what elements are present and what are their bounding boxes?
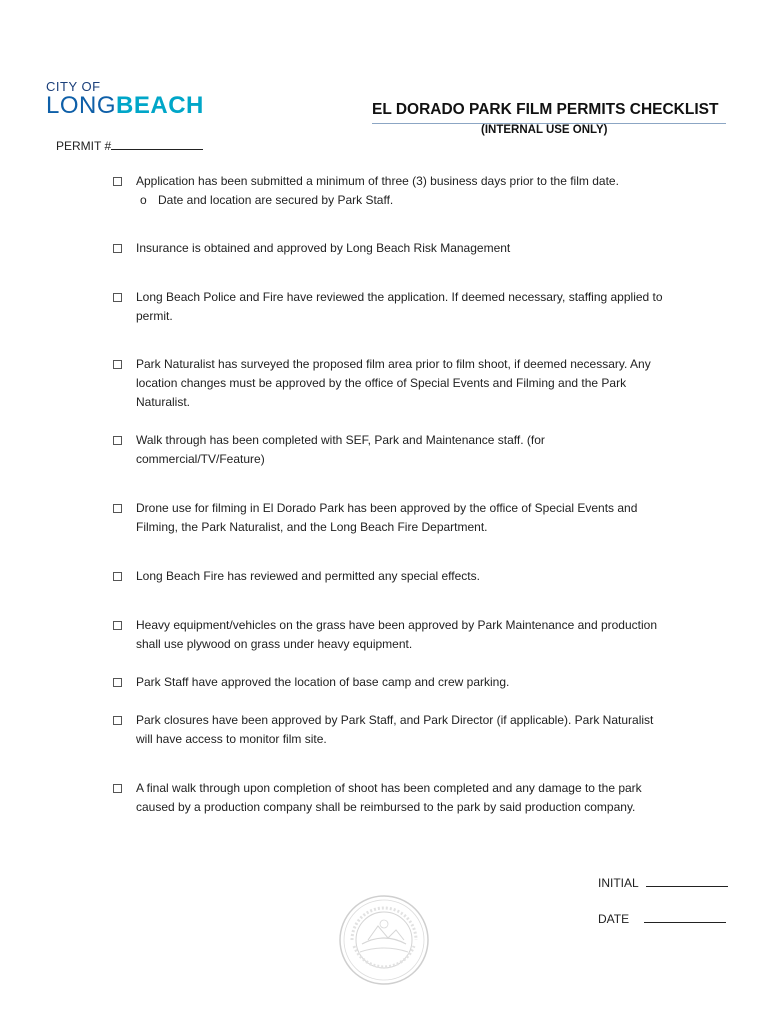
document-subtitle: (INTERNAL USE ONLY)	[481, 124, 608, 136]
date-line[interactable]	[644, 910, 726, 923]
checklist-item-text: Park Naturalist has surveyed the proposed film area prior to film shoot, if deemed necessary. Any location changes must be approved by the office of Special Events and Filming and the Park Naturalist.	[136, 357, 651, 409]
checklist-item	[113, 779, 673, 817]
checkbox[interactable]	[113, 244, 122, 253]
checklist-item	[113, 355, 673, 412]
checkbox[interactable]	[113, 678, 122, 687]
checkbox[interactable]	[113, 504, 122, 513]
checkbox[interactable]	[113, 436, 122, 445]
checkbox[interactable]	[113, 621, 122, 630]
logo-beach: BEACH	[116, 92, 204, 119]
checklist-item-text: Heavy equipment/vehicles on the grass have been approved by Park Maintenance and production shall use plywood on grass under heavy equipment.	[136, 618, 657, 651]
checklist-subitem-text: Date and location are secured by Park Staff.	[158, 193, 394, 207]
checkbox[interactable]	[113, 293, 122, 302]
checklist-item-text: Drone use for filming in El Dorado Park has been approved by the office of Special Events and Filming, the Park Naturalist, and the Long Beach Fire Department.	[136, 501, 638, 534]
checklist-item-text: Park Staff have approved the location of base camp and crew parking.	[136, 675, 510, 689]
permit-number-field	[56, 137, 203, 153]
date-label: DATE	[598, 912, 630, 926]
checkbox[interactable]	[113, 177, 122, 186]
logo-wordmark	[46, 94, 226, 118]
sub-bullet: o	[140, 193, 147, 207]
checklist-item	[113, 567, 673, 586]
checkbox[interactable]	[113, 360, 122, 369]
city-seal-watermark	[338, 894, 430, 986]
checklist-subitem	[140, 191, 673, 210]
checklist-item	[113, 616, 673, 654]
document-title: EL DORADO PARK FILM PERMITS CHECKLIST	[372, 101, 719, 118]
checklist-item-text: Long Beach Police and Fire have reviewed the application. If deemed necessary, staffing applied to permit.	[136, 290, 663, 323]
initial-label: INITIAL	[598, 876, 639, 890]
checklist-item-text: Park closures have been approved by Park Staff, and Park Director (if applicable). Park Naturalist will have access to monitor film site.	[136, 713, 654, 746]
checklist-item	[113, 711, 673, 749]
permit-label: PERMIT #	[56, 139, 112, 153]
checkbox[interactable]	[113, 716, 122, 725]
checklist-item	[113, 172, 673, 210]
permit-number-line[interactable]	[111, 137, 203, 150]
checklist-item	[113, 288, 673, 326]
checklist-item-text: Insurance is obtained and approved by Long Beach Risk Management	[136, 241, 511, 255]
initial-field	[598, 874, 728, 890]
checklist-item	[113, 431, 673, 469]
checkbox[interactable]	[113, 572, 122, 581]
city-logo	[46, 80, 226, 118]
checklist-item	[113, 239, 673, 258]
checkbox[interactable]	[113, 784, 122, 793]
logo-city-of: CITY OF	[46, 79, 101, 94]
checklist-item-text: Walk through has been completed with SEF, Park and Maintenance staff. (for commercial/TV/Feature)	[136, 433, 545, 466]
initial-line[interactable]	[646, 874, 728, 887]
checklist-item	[113, 673, 673, 692]
checklist-item-text: Long Beach Fire has reviewed and permitted any special effects.	[136, 569, 480, 583]
checklist-item	[113, 499, 673, 537]
logo-long: LONG	[46, 92, 117, 119]
checklist-item-text: Application has been submitted a minimum of three (3) business days prior to the film date.	[136, 174, 619, 188]
date-field	[598, 910, 726, 926]
checklist-item-text: A final walk through upon completion of shoot has been completed and any damage to the park caused by a production company shall be reimbursed to the park by said production company.	[136, 781, 642, 814]
